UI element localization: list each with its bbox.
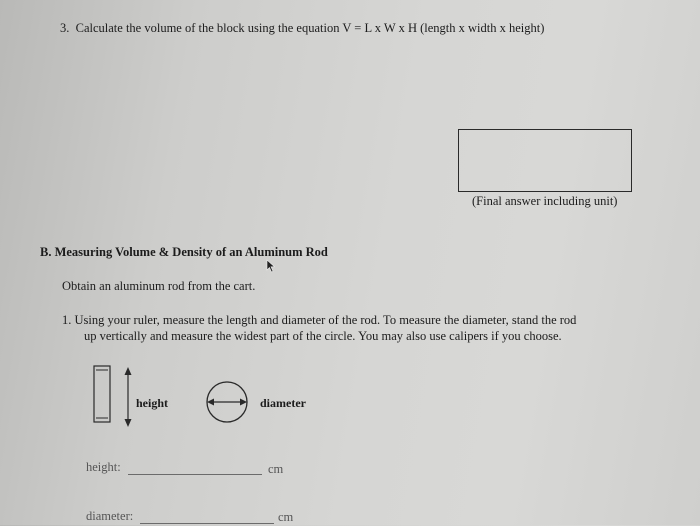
diameter-figure-label: diameter bbox=[260, 396, 306, 410]
height-arrow-icon bbox=[125, 367, 132, 427]
question-3-number: 3. bbox=[60, 21, 70, 35]
height-input-line[interactable] bbox=[128, 474, 262, 475]
height-figure-label: height bbox=[136, 396, 169, 410]
step-1-line-2: up vertically and measure the widest part of the circle. You may also use calipers if you choose. bbox=[84, 329, 562, 343]
height-unit: cm bbox=[268, 462, 284, 476]
diameter-field-label: diameter: bbox=[86, 509, 134, 523]
diameter-unit: cm bbox=[278, 510, 294, 524]
diameter-input-line[interactable] bbox=[140, 523, 274, 524]
circle-diameter-icon bbox=[207, 382, 247, 422]
question-3-text: Calculate the volume of the block using the equation V = L x W x H (length x width x height) bbox=[75, 21, 545, 35]
cylinder-rod-icon bbox=[94, 366, 110, 422]
step-1-line-1: 1. Using your ruler, measure the length and diameter of the rod. To measure the diameter, stand the rod bbox=[62, 313, 577, 327]
obtain-instruction: Obtain an aluminum rod from the cart. bbox=[62, 279, 256, 293]
final-answer-caption: (Final answer including unit) bbox=[472, 194, 618, 208]
height-field-label: height: bbox=[86, 460, 121, 474]
section-b-heading: B. Measuring Volume & Density of an Aluminum Rod bbox=[40, 245, 328, 259]
